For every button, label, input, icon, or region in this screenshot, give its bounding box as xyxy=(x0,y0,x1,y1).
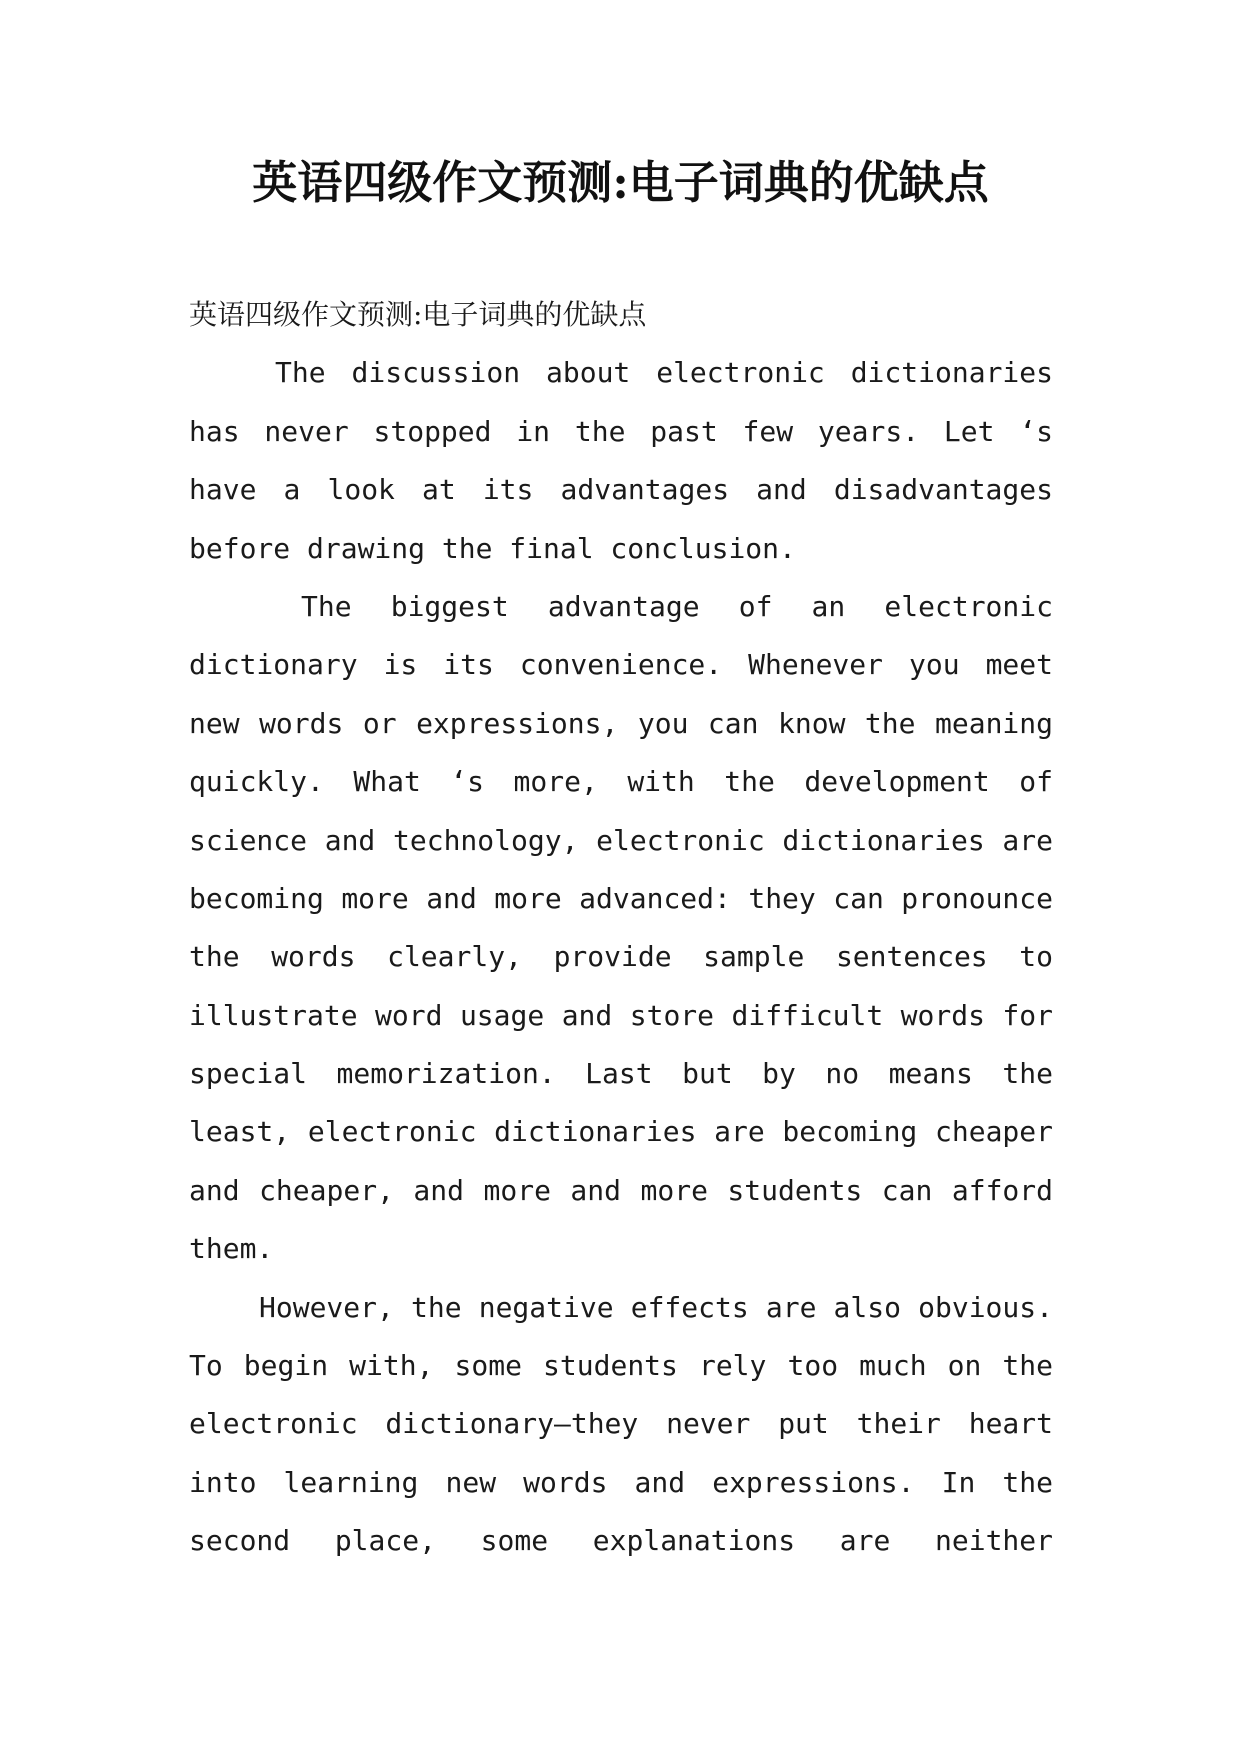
paragraph-line: them. xyxy=(189,1232,274,1266)
paragraph-line: dictionary is its convenience. Whenever you meet xyxy=(189,648,1053,682)
paragraph-line: second place, some explanations are neither xyxy=(189,1524,1053,1558)
paragraph-line: into learning new words and expressions. In the xyxy=(189,1465,1053,1499)
paragraph-line: science and technology, electronic dictionaries are xyxy=(189,823,1053,857)
paragraph-line: The discussion about electronic dictionaries xyxy=(275,356,1053,390)
paragraph-line: before drawing the final conclusion. xyxy=(189,531,796,565)
paragraph-line: illustrate word usage and store difficult words for xyxy=(189,998,1053,1032)
paragraph-line: special memorization. Last but by no means the xyxy=(189,1057,1053,1091)
paragraph-line: The biggest advantage of an electronic xyxy=(301,589,1053,623)
paragraph-line: the words clearly, provide sample sentences to xyxy=(189,940,1053,974)
paragraph-3 xyxy=(189,1279,1053,1571)
document-subtitle: 英语四级作文预测:电子词典的优缺点 xyxy=(189,298,647,331)
paragraph-line: least, electronic dictionaries are becoming cheaper xyxy=(189,1115,1053,1149)
document-body xyxy=(189,286,1053,1571)
paragraph-1 xyxy=(189,344,1053,578)
paragraph-line: To begin with, some students rely too much on the xyxy=(189,1349,1053,1383)
paragraph-2 xyxy=(189,578,1053,1279)
paragraph-line: However, the negative effects are also obvious. xyxy=(259,1290,1053,1324)
paragraph-line: quickly. What ‘s more, with the development of xyxy=(189,765,1053,799)
paragraph-line: have a look at its advantages and disadvantages xyxy=(189,473,1053,507)
paragraph-line: electronic dictionary—they never put their heart xyxy=(189,1407,1053,1441)
paragraph-line: has never stopped in the past few years. Let ‘s xyxy=(189,414,1053,448)
paragraph-line: becoming more and more advanced: they can pronounce xyxy=(189,881,1053,915)
paragraph-line: and cheaper, and more and more students can afford xyxy=(189,1173,1053,1207)
document-title: 英语四级作文预测:电子词典的优缺点 xyxy=(252,156,989,209)
paragraph-line: new words or expressions, you can know the meaning xyxy=(189,706,1053,740)
